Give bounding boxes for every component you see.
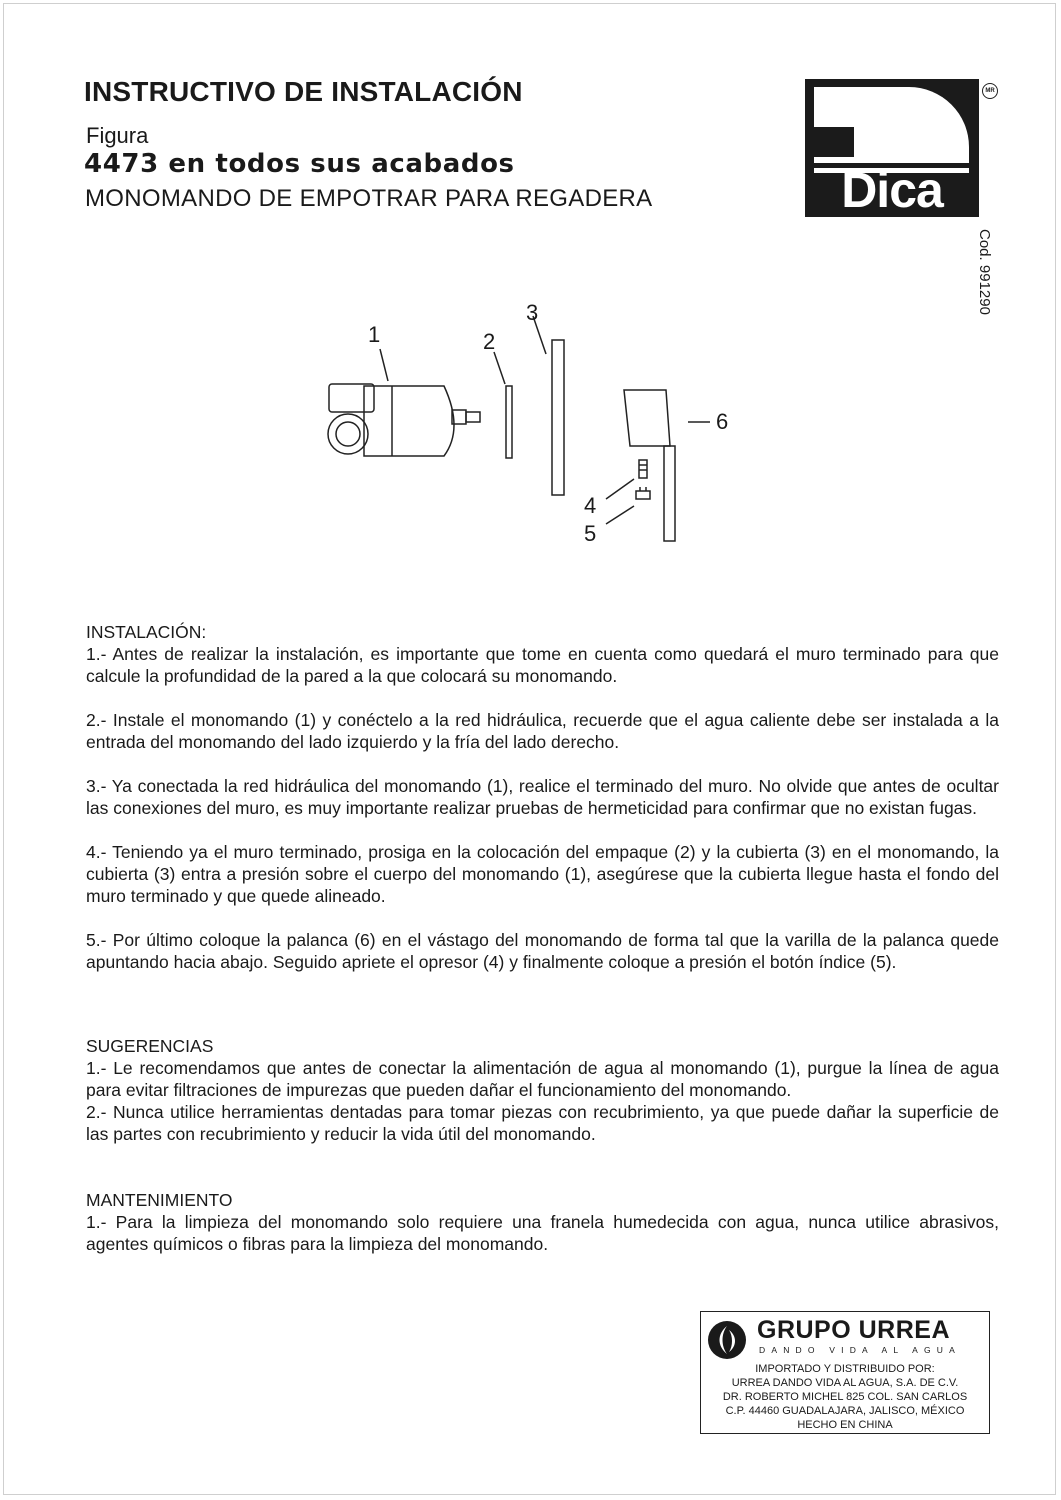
suggestion-item: 1.- Le recomendamos que antes de conectar la alimentación de agua al monomando (1), purgue la línea de agua para evitar filtraciones de impurezas que pueden dañar el funcionamiento del monomando. [86, 1058, 999, 1100]
valve-body-part [329, 384, 374, 412]
installation-step: 3.- Ya conectada la red hidráulica del monomando (1), realice el terminado del muro. No olvide que antes de ocultar las conexiones del muro, es muy importante realizar pruebas de hermeticidad para confirmar que no existan fugas. [86, 776, 999, 818]
cover-plate-part [552, 340, 564, 495]
callout-4: 4 [584, 493, 597, 518]
set-screw-part [639, 460, 647, 478]
address-line: HECHO EN CHINA [797, 1419, 893, 1431]
suggestions-section [86, 1035, 999, 1145]
installation-step: 5.- Por último coloque la palanca (6) en el vástago del monomando de forma tal que la varilla de la palanca quede apuntando hacia abajo. Seguido apriete el opresor (4) y finalmente coloque a presión el botón índice (5). [86, 930, 999, 972]
installation-step: 1.- Antes de realizar la instalación, es importante que tome en cuenta como quedará el muro terminado para que calcule la profundidad de la pared a la que colocará su monomando. [86, 644, 999, 686]
brand-name: Dica [841, 162, 943, 218]
exploded-parts-diagram [304, 294, 764, 564]
page-title: INSTRUCTIVO DE INSTALACIÓN [84, 76, 523, 107]
address-line: IMPORTADO Y DISTRIBUIDO POR: [755, 1363, 935, 1375]
maintenance-heading: MANTENIMIENTO [86, 1190, 233, 1210]
instruction-sheet [3, 3, 1056, 1495]
suggestion-item: 2.- Nunca utilice herramientas dentadas para tomar piezas con recubrimiento, ya que puede dañar la superficie de las partes con recubrimiento y reducir la vida útil del monomando. [86, 1102, 999, 1144]
importer-box [700, 1311, 990, 1434]
model-number: 4473 en todos sus acabados [84, 149, 515, 179]
callout-3: 3 [526, 300, 539, 325]
importer-company: GRUPO URREA [757, 1316, 951, 1344]
importer-tagline: DANDO VIDA AL AGUA [759, 1345, 961, 1355]
figure-label: Figura [86, 123, 149, 148]
product-code: Cod. 991290 [976, 229, 993, 315]
urrea-logo-icon [707, 1320, 747, 1360]
gasket-part [506, 386, 512, 458]
index-button-part [636, 491, 650, 499]
installation-heading: INSTALACIÓN: [86, 622, 207, 642]
maintenance-item: 1.- Para la limpieza del monomando solo requiere una franela humedecida con agua, nunca utilice abrasivos, agentes químicos o fibras para la limpieza del monomando. [86, 1212, 999, 1254]
logo-notch [814, 127, 854, 157]
callout-5: 5 [584, 521, 597, 546]
registered-mark: MR [982, 83, 998, 99]
callout-6: 6 [716, 409, 729, 434]
callout-2: 2 [483, 329, 496, 354]
product-name: MONOMANDO DE EMPOTRAR PARA REGADERA [85, 185, 653, 212]
address-line: URREA DANDO VIDA AL AGUA, S.A. DE C.V. [731, 1377, 959, 1389]
installation-step: 2.- Instale el monomando (1) y conéctelo a la red hidráulica, recuerde que el agua caliente debe ser instalada a la entrada del monomando del lado izquierdo y la fría del lado derecho. [86, 710, 999, 752]
suggestions-heading: SUGERENCIAS [86, 1036, 214, 1056]
maintenance-section [86, 1189, 999, 1255]
lever-handle-part [624, 390, 670, 446]
installation-section [86, 621, 999, 973]
address-line: DR. ROBERTO MICHEL 825 COL. SAN CARLOS [722, 1391, 968, 1403]
dica-logo [805, 79, 979, 217]
callout-1: 1 [368, 322, 381, 347]
address-line: C.P. 44460 GUADALAJARA, JALISCO, MÉXICO [725, 1405, 965, 1417]
importer-address [701, 1362, 989, 1432]
installation-step: 4.- Teniendo ya el muro terminado, prosiga en la colocación del empaque (2) y la cubierta (3) en el monomando, la cubierta (3) entra a presión sobre el cuerpo del monomando (1), asegúrese que la cubierta llegue hasta el fondo del muro terminado y que quede alineado. [86, 842, 999, 906]
